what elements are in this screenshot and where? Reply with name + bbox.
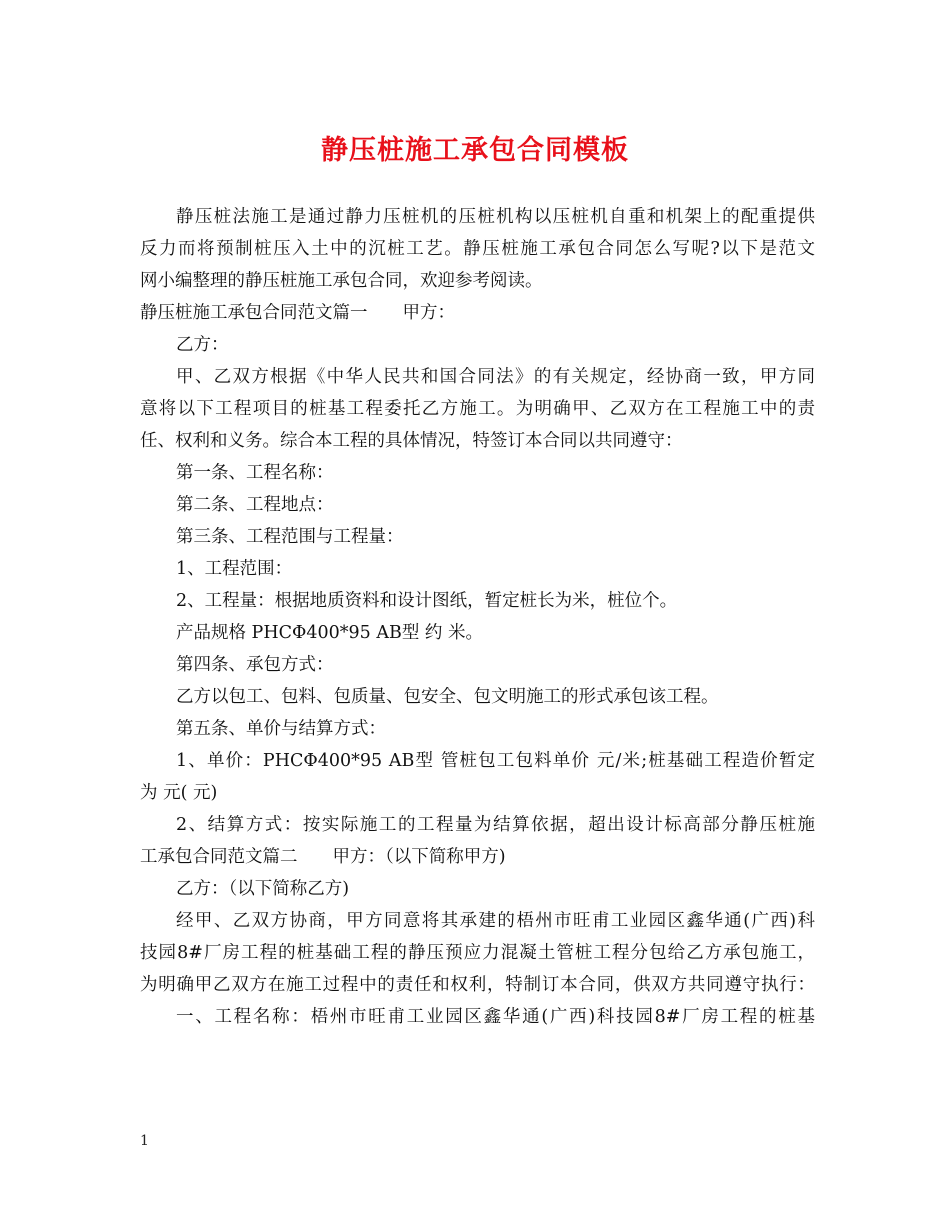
body-line: 产品规格 PHCΦ400*95 AB型 约 米。 <box>176 623 483 643</box>
body-line: 第四条、承包方式： <box>176 655 334 675</box>
body-line: 2、结算方式：按实际施工的工程量为结算依据，超出设计标高部分静压桩施 <box>176 815 815 835</box>
body-line: 为明确甲乙双方在施工过程中的责任和权利，特制订本合同，供双方共同遵守执行： <box>140 975 815 995</box>
body-line: 乙方以包工、包料、包质量、包安全、包文明施工的形式承包该工程。 <box>176 687 719 707</box>
body-line: 1、工程范围： <box>176 559 293 579</box>
body-line: 静压桩法施工是通过静力压桩机的压桩机构以压桩机自重和机架上的配重提供 <box>176 207 815 227</box>
body-line: 2、工程量：根据地质资料和设计图纸，暂定桩长为米，桩位个。 <box>176 591 678 611</box>
body-line: 反力而将预制桩压入土中的沉桩工艺。静压桩施工承包合同怎么写呢?以下是范文 <box>140 239 815 259</box>
body-line: 乙方：（以下简称乙方) <box>176 879 350 899</box>
body-line: 为 元( 元) <box>140 783 218 803</box>
body-line: 乙方： <box>176 335 229 355</box>
body-line: 任、权利和义务。综合本工程的具体情况，特签订本合同以共同遵守： <box>140 431 683 451</box>
body-line: 1、单价：PHCΦ400*95 AB型 管桩包工包料单价 元/米;桩基础工程造价暂定 <box>176 751 815 771</box>
body-line: 技园8#厂房工程的桩基础工程的静压预应力混凝土管桩工程分包给乙方承包施工， <box>140 943 815 963</box>
body-line: 第二条、工程地点： <box>176 495 334 515</box>
body-line: 一、工程名称：梧州市旺甫工业园区鑫华通(广西)科技园8#厂房工程的桩基 <box>176 1007 815 1027</box>
document-title: 静压桩施工承包合同模板 <box>321 135 629 166</box>
document-body <box>140 201 815 1033</box>
body-line: 静压桩施工承包合同范文篇一 甲方： <box>140 303 455 323</box>
body-line: 意将以下工程项目的桩基工程委托乙方施工。为明确甲、乙双方在工程施工中的责 <box>140 399 815 419</box>
body-line: 甲、乙双方根据《中华人民共和国合同法》的有关规定，经协商一致，甲方同 <box>176 367 815 387</box>
body-line: 经甲、乙双方协商，甲方同意将其承建的梧州市旺甫工业园区鑫华通(广西)科 <box>176 911 815 931</box>
body-line: 工承包合同范文篇二 甲方：（以下简称甲方) <box>140 847 506 867</box>
body-line: 第三条、工程范围与工程量： <box>176 527 404 547</box>
body-line: 第一条、工程名称： <box>176 463 334 483</box>
body-line: 第五条、单价与结算方式： <box>176 719 386 739</box>
page-number: 1 <box>140 1133 149 1149</box>
body-line: 网小编整理的静压桩施工承包合同，欢迎参考阅读。 <box>140 271 543 291</box>
